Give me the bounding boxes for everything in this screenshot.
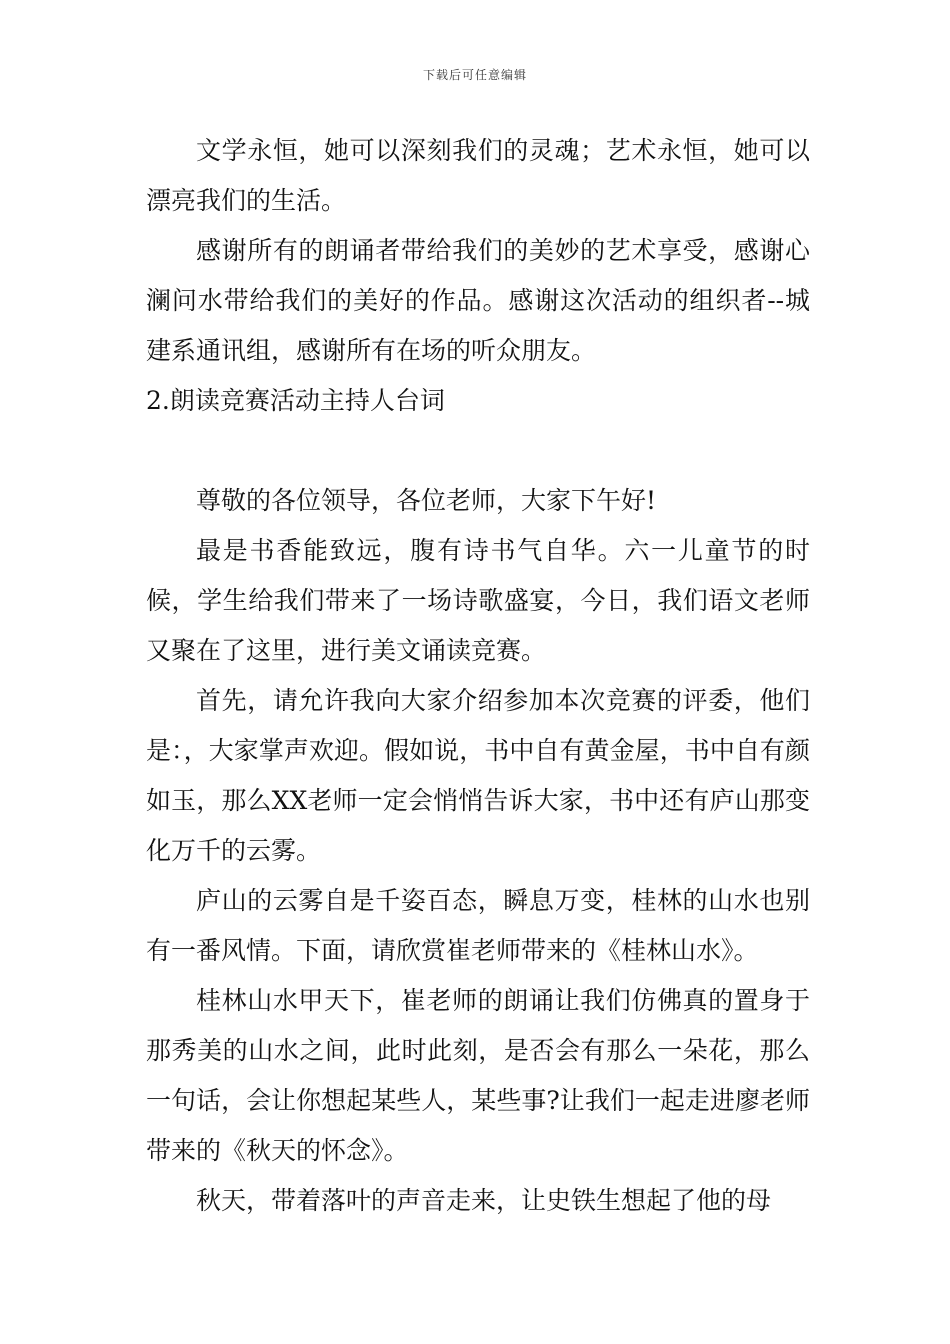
paragraph-2: 感谢所有的朗诵者带给我们的美妙的艺术享受，感谢心澜问水带给我们的美好的作品。感谢这次活动的组织者--城建系通讯组，感谢所有在场的听众朋友。 <box>146 236 810 365</box>
paragraph-4: 最是书香能致远，腹有诗书气自华。六一儿童节的时候，学生给我们带来了一场诗歌盛宴，今日，我们语文老师又聚在了这里，进行美文诵读竞赛。 <box>146 536 810 665</box>
paragraph-3: 尊敬的各位领导，各位老师，大家下午好! <box>196 486 657 515</box>
document-body <box>146 126 810 1226</box>
paragraph-1: 文学永恒，她可以深刻我们的灵魂；艺术永恒，她可以漂亮我们的生活。 <box>146 136 810 215</box>
paragraph-8: 秋天，带着落叶的声音走来，让史铁生想起了他的母 <box>196 1186 772 1215</box>
page-header: 下载后可任意编辑 <box>422 68 527 82</box>
paragraph-7: 桂林山水甲天下，崔老师的朗诵让我们仿佛真的置身于那秀美的山水之间，此时此刻，是否会有那么一朵花，那么一句话，会让你想起某些人，某些事?让我们一起走进廖老师带来的《秋天的怀念》。 <box>146 986 810 1165</box>
paragraph-6: 庐山的云雾自是千姿百态，瞬息万变，桂林的山水也别有一番风情。下面，请欣赏崔老师带来的《桂林山水》。 <box>146 886 810 965</box>
blank-line <box>146 426 810 476</box>
paragraph-5: 首先，请允许我向大家介绍参加本次竞赛的评委，他们是：，大家掌声欢迎。假如说，书中自有黄金屋，书中自有颜如玉，那么XX老师一定会悄悄告诉大家，书中还有庐山那变化万千的云雾。 <box>146 686 810 865</box>
section-heading: 2.朗读竞赛活动主持人台词 <box>146 386 445 415</box>
